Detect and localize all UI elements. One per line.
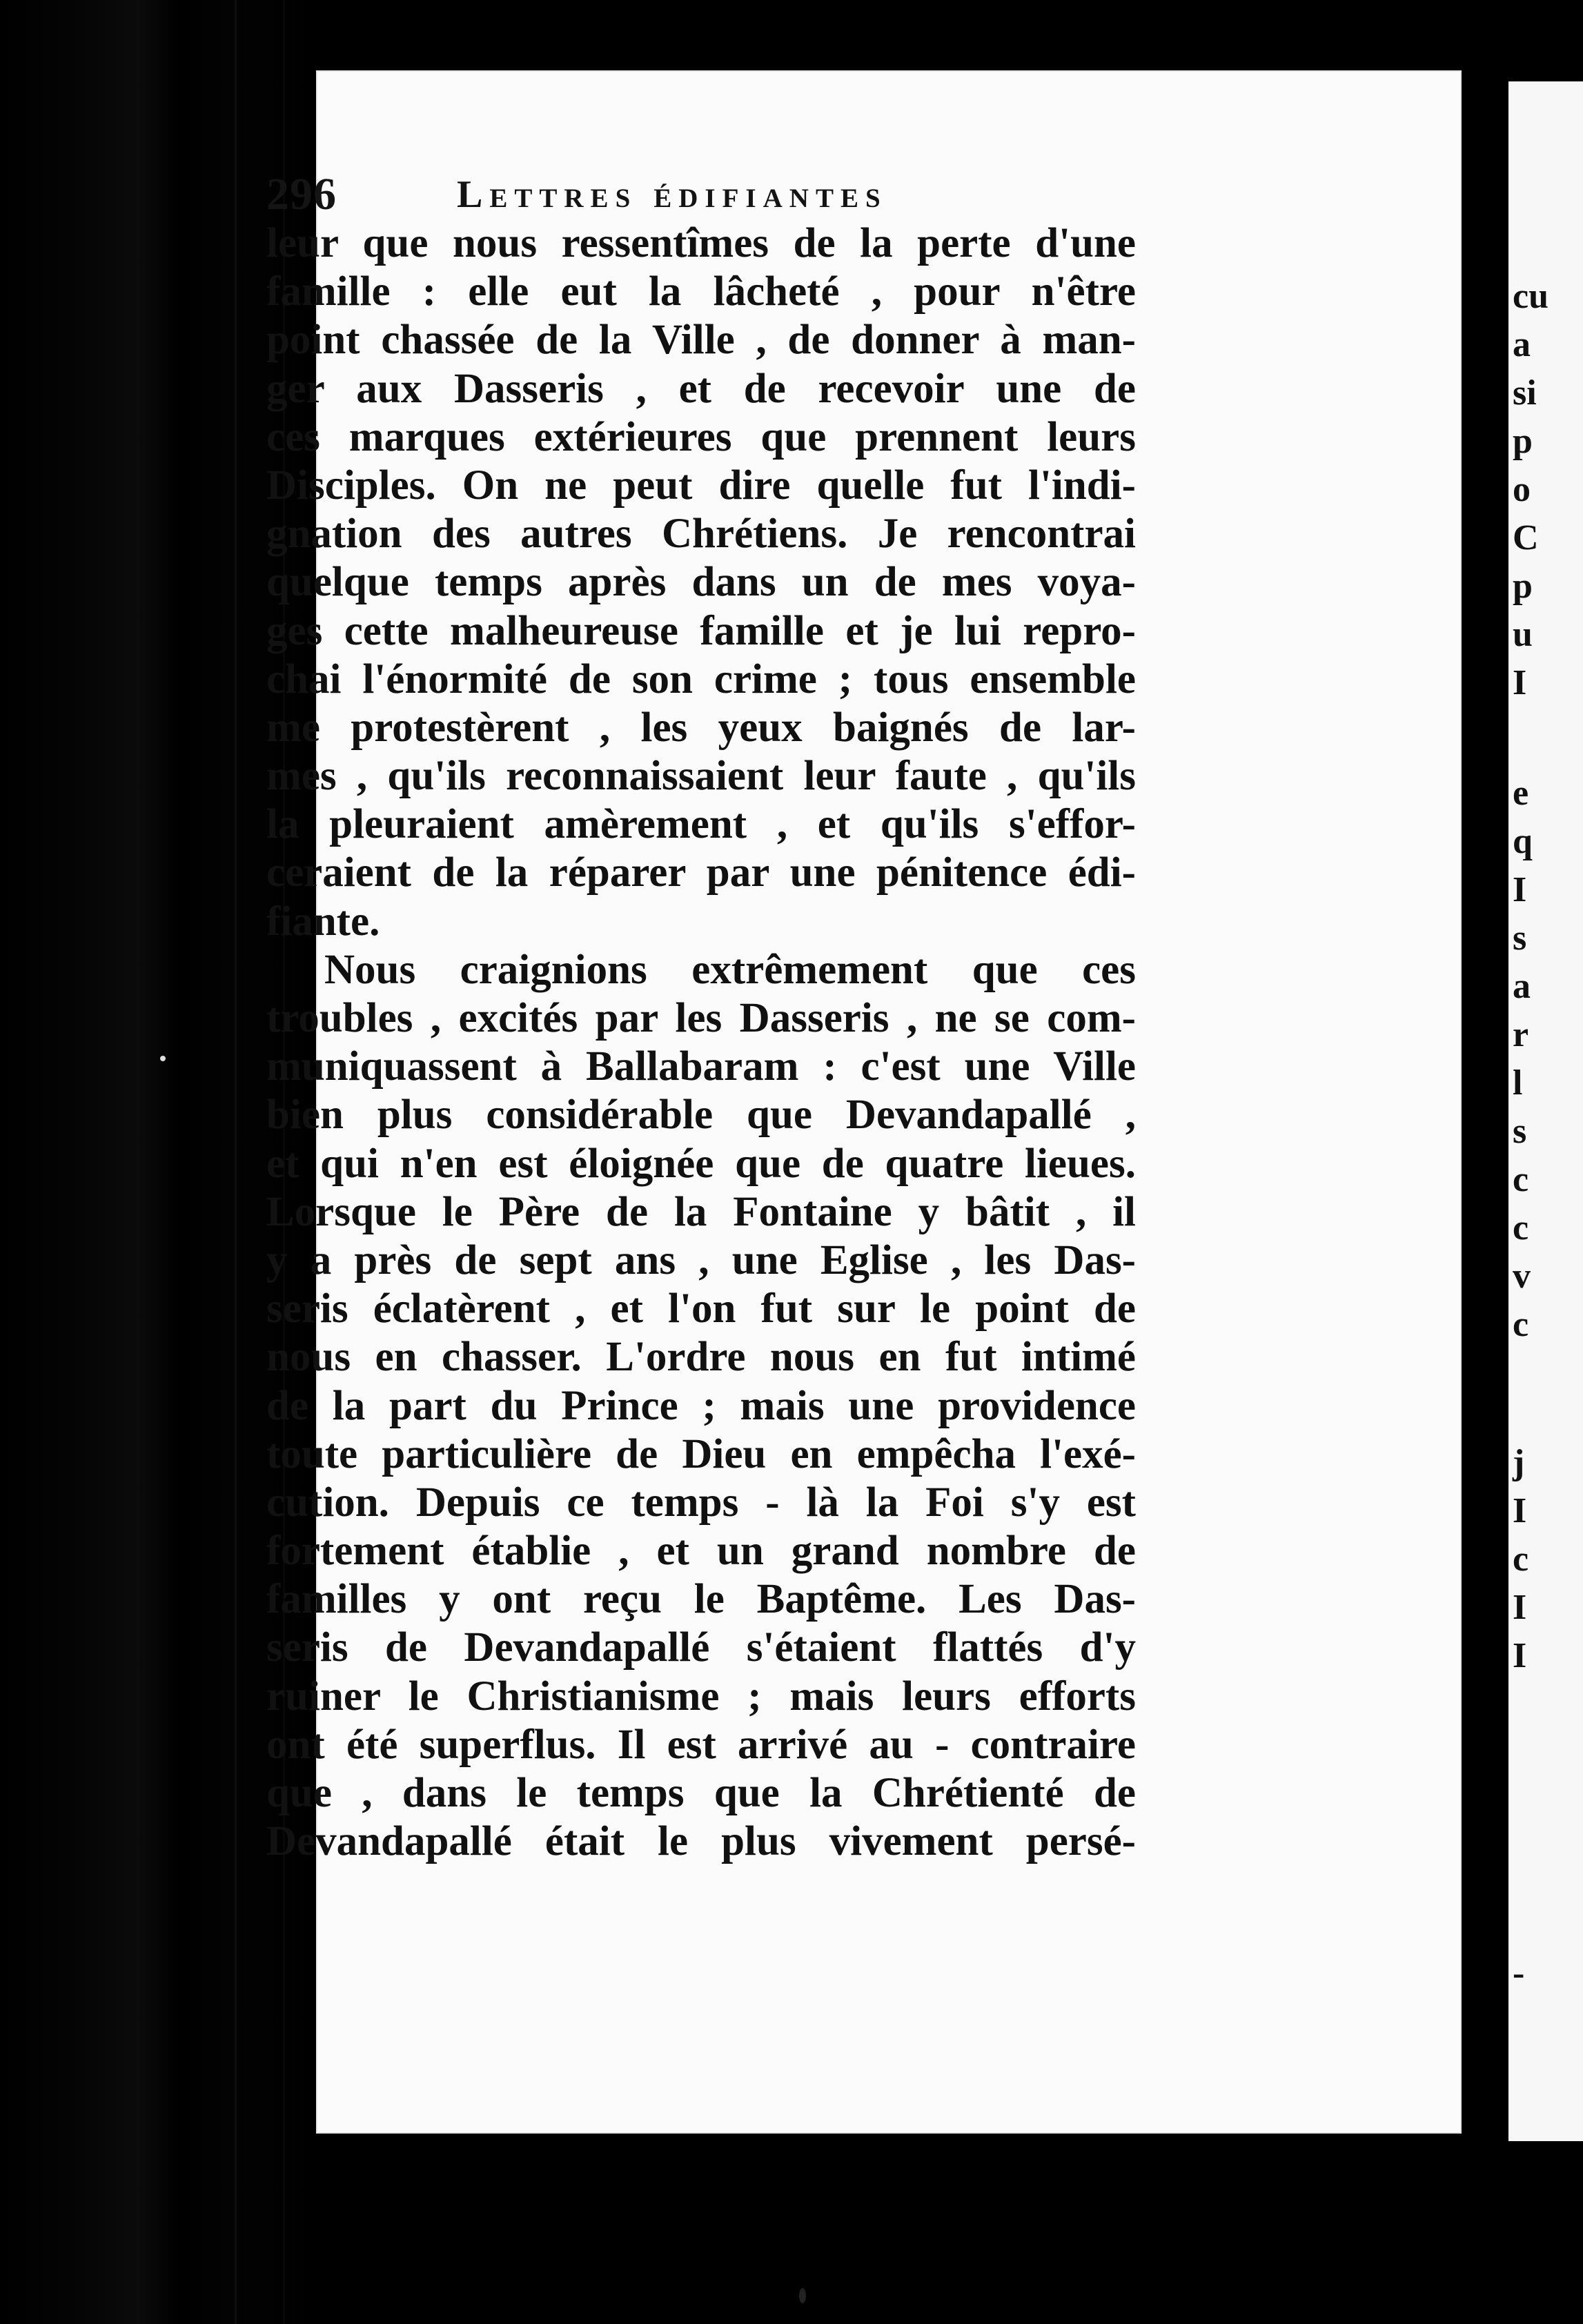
text-line: quelque temps après dans un de mes voya- — [266, 559, 1136, 606]
text-line: seris éclatèrent , et l'on fut sur le point de — [266, 1286, 1136, 1332]
adjacent-page-fragment: u — [1513, 615, 1533, 654]
text-line: muniquassent à Ballabaram : c'est une Ville — [266, 1043, 1136, 1090]
body-text — [266, 219, 1136, 1866]
adjacent-page-fragment: e — [1513, 774, 1529, 813]
adjacent-page-fragment: p — [1513, 567, 1533, 606]
adjacent-page-fragment: si — [1513, 373, 1537, 413]
page-number: 296 — [266, 169, 337, 219]
adjacent-page-fragment: I — [1513, 663, 1527, 702]
text-line: cution. Depuis ce temps - là la Foi s'y est — [266, 1479, 1136, 1526]
text-line: Disciples. On ne peut dire quelle fut l'indi- — [266, 462, 1136, 509]
adjacent-page-fragment: a — [1513, 967, 1531, 1006]
text-line: troubles , excités par les Dasseris , ne se com- — [266, 995, 1136, 1041]
text-line: chai l'énormité de son crime ; tous ensemble — [266, 656, 1136, 702]
dust-speck — [160, 1056, 166, 1061]
text-line: gnation des autres Chrétiens. Je rencontrai — [266, 511, 1136, 558]
adjacent-page-fragment: p — [1513, 422, 1533, 461]
text-line: y a près de sept ans , une Eglise , les Das- — [266, 1237, 1136, 1283]
text-line: ges cette malheureuse famille et je lui repro- — [266, 607, 1136, 654]
adjacent-page-fragment: I — [1513, 870, 1527, 909]
adjacent-page-fragment: a — [1513, 325, 1531, 364]
adjacent-page-fragment: s — [1513, 918, 1527, 958]
adjacent-page-fragment: C — [1513, 518, 1539, 558]
adjacent-page-fragment: I — [1513, 1491, 1527, 1530]
page-header — [266, 166, 1136, 224]
text-line: point chassée de la Ville , de donner à man- — [266, 317, 1136, 364]
text-line: ont été superflus. Il est arrivé au - contraire — [266, 1721, 1136, 1768]
adjacent-page-fragment: l — [1513, 1063, 1523, 1103]
text-line: ceraient de la réparer par une pénitence édi- — [266, 849, 1136, 896]
adjacent-page-fragment: I — [1513, 1636, 1527, 1675]
text-line: Devandapallé était le plus vivement persé- — [266, 1818, 1136, 1865]
adjacent-page-fragment: c — [1513, 1305, 1529, 1344]
text-line: que , dans le temps que la Chrétienté de — [266, 1770, 1136, 1816]
adjacent-page-fragment: - — [1513, 1953, 1525, 1993]
text-line: et qui n'en est éloignée que de quatre lieues. — [266, 1140, 1136, 1187]
adjacent-page-fragment: cu — [1513, 277, 1548, 316]
adjacent-page-fragment: j — [1513, 1443, 1525, 1482]
text-line: Lorsque le Père de la Fontaine y bâtit , il — [266, 1188, 1136, 1235]
text-line: familles y ont reçu le Baptême. Les Das- — [266, 1576, 1136, 1623]
running-title: Lettres édifiantes — [457, 173, 887, 216]
adjacent-page-fragment: v — [1513, 1257, 1531, 1296]
text-line: bien plus considérable que Devandapallé , — [266, 1092, 1136, 1139]
adjacent-page-fragment: s — [1513, 1112, 1527, 1151]
adjacent-page-fragment: c — [1513, 1160, 1529, 1199]
text-line: toute particulière de Dieu en empêcha l'exé- — [266, 1430, 1136, 1477]
text-line: la pleuraient amèrement , et qu'ils s'effor- — [266, 801, 1136, 848]
text-line: de la part du Prince ; mais une providence — [266, 1382, 1136, 1429]
text-line: leur que nous ressentîmes de la perte d'une — [266, 220, 1136, 266]
adjacent-page-edge — [1508, 81, 1583, 2141]
adjacent-page-fragment: r — [1513, 1015, 1529, 1054]
adjacent-page-fragment: c — [1513, 1208, 1529, 1248]
text-line: fortement établie , et un grand nombre de — [266, 1528, 1136, 1575]
ink-speck — [799, 2288, 806, 2303]
adjacent-page-fragment: c — [1513, 1539, 1529, 1579]
text-line: famille : elle eut la lâcheté , pour n'être — [266, 268, 1136, 315]
text-line: mes , qu'ils reconnaissaient leur faute , qu'ils — [266, 753, 1136, 800]
text-line: fiante. — [266, 898, 380, 945]
text-line: nous en chasser. L'ordre nous en fut intimé — [266, 1334, 1136, 1381]
text-line: Nous craignions extrêmement que ces — [324, 946, 1136, 993]
adjacent-page-fragment: o — [1513, 470, 1531, 509]
adjacent-page-fragment: q — [1513, 822, 1533, 861]
text-line: ger aux Dasseris , et de recevoir une de — [266, 365, 1136, 412]
margin-streak — [235, 0, 237, 2324]
text-line: ruiner le Christianisme ; mais leurs efforts — [266, 1673, 1136, 1720]
text-line: me protestèrent , les yeux baignés de lar- — [266, 704, 1136, 751]
text-line: ces marques extérieures que prennent leurs — [266, 413, 1136, 460]
text-line: seris de Devandapallé s'étaient flattés d'y — [266, 1624, 1136, 1671]
adjacent-page-fragment: I — [1513, 1588, 1527, 1627]
